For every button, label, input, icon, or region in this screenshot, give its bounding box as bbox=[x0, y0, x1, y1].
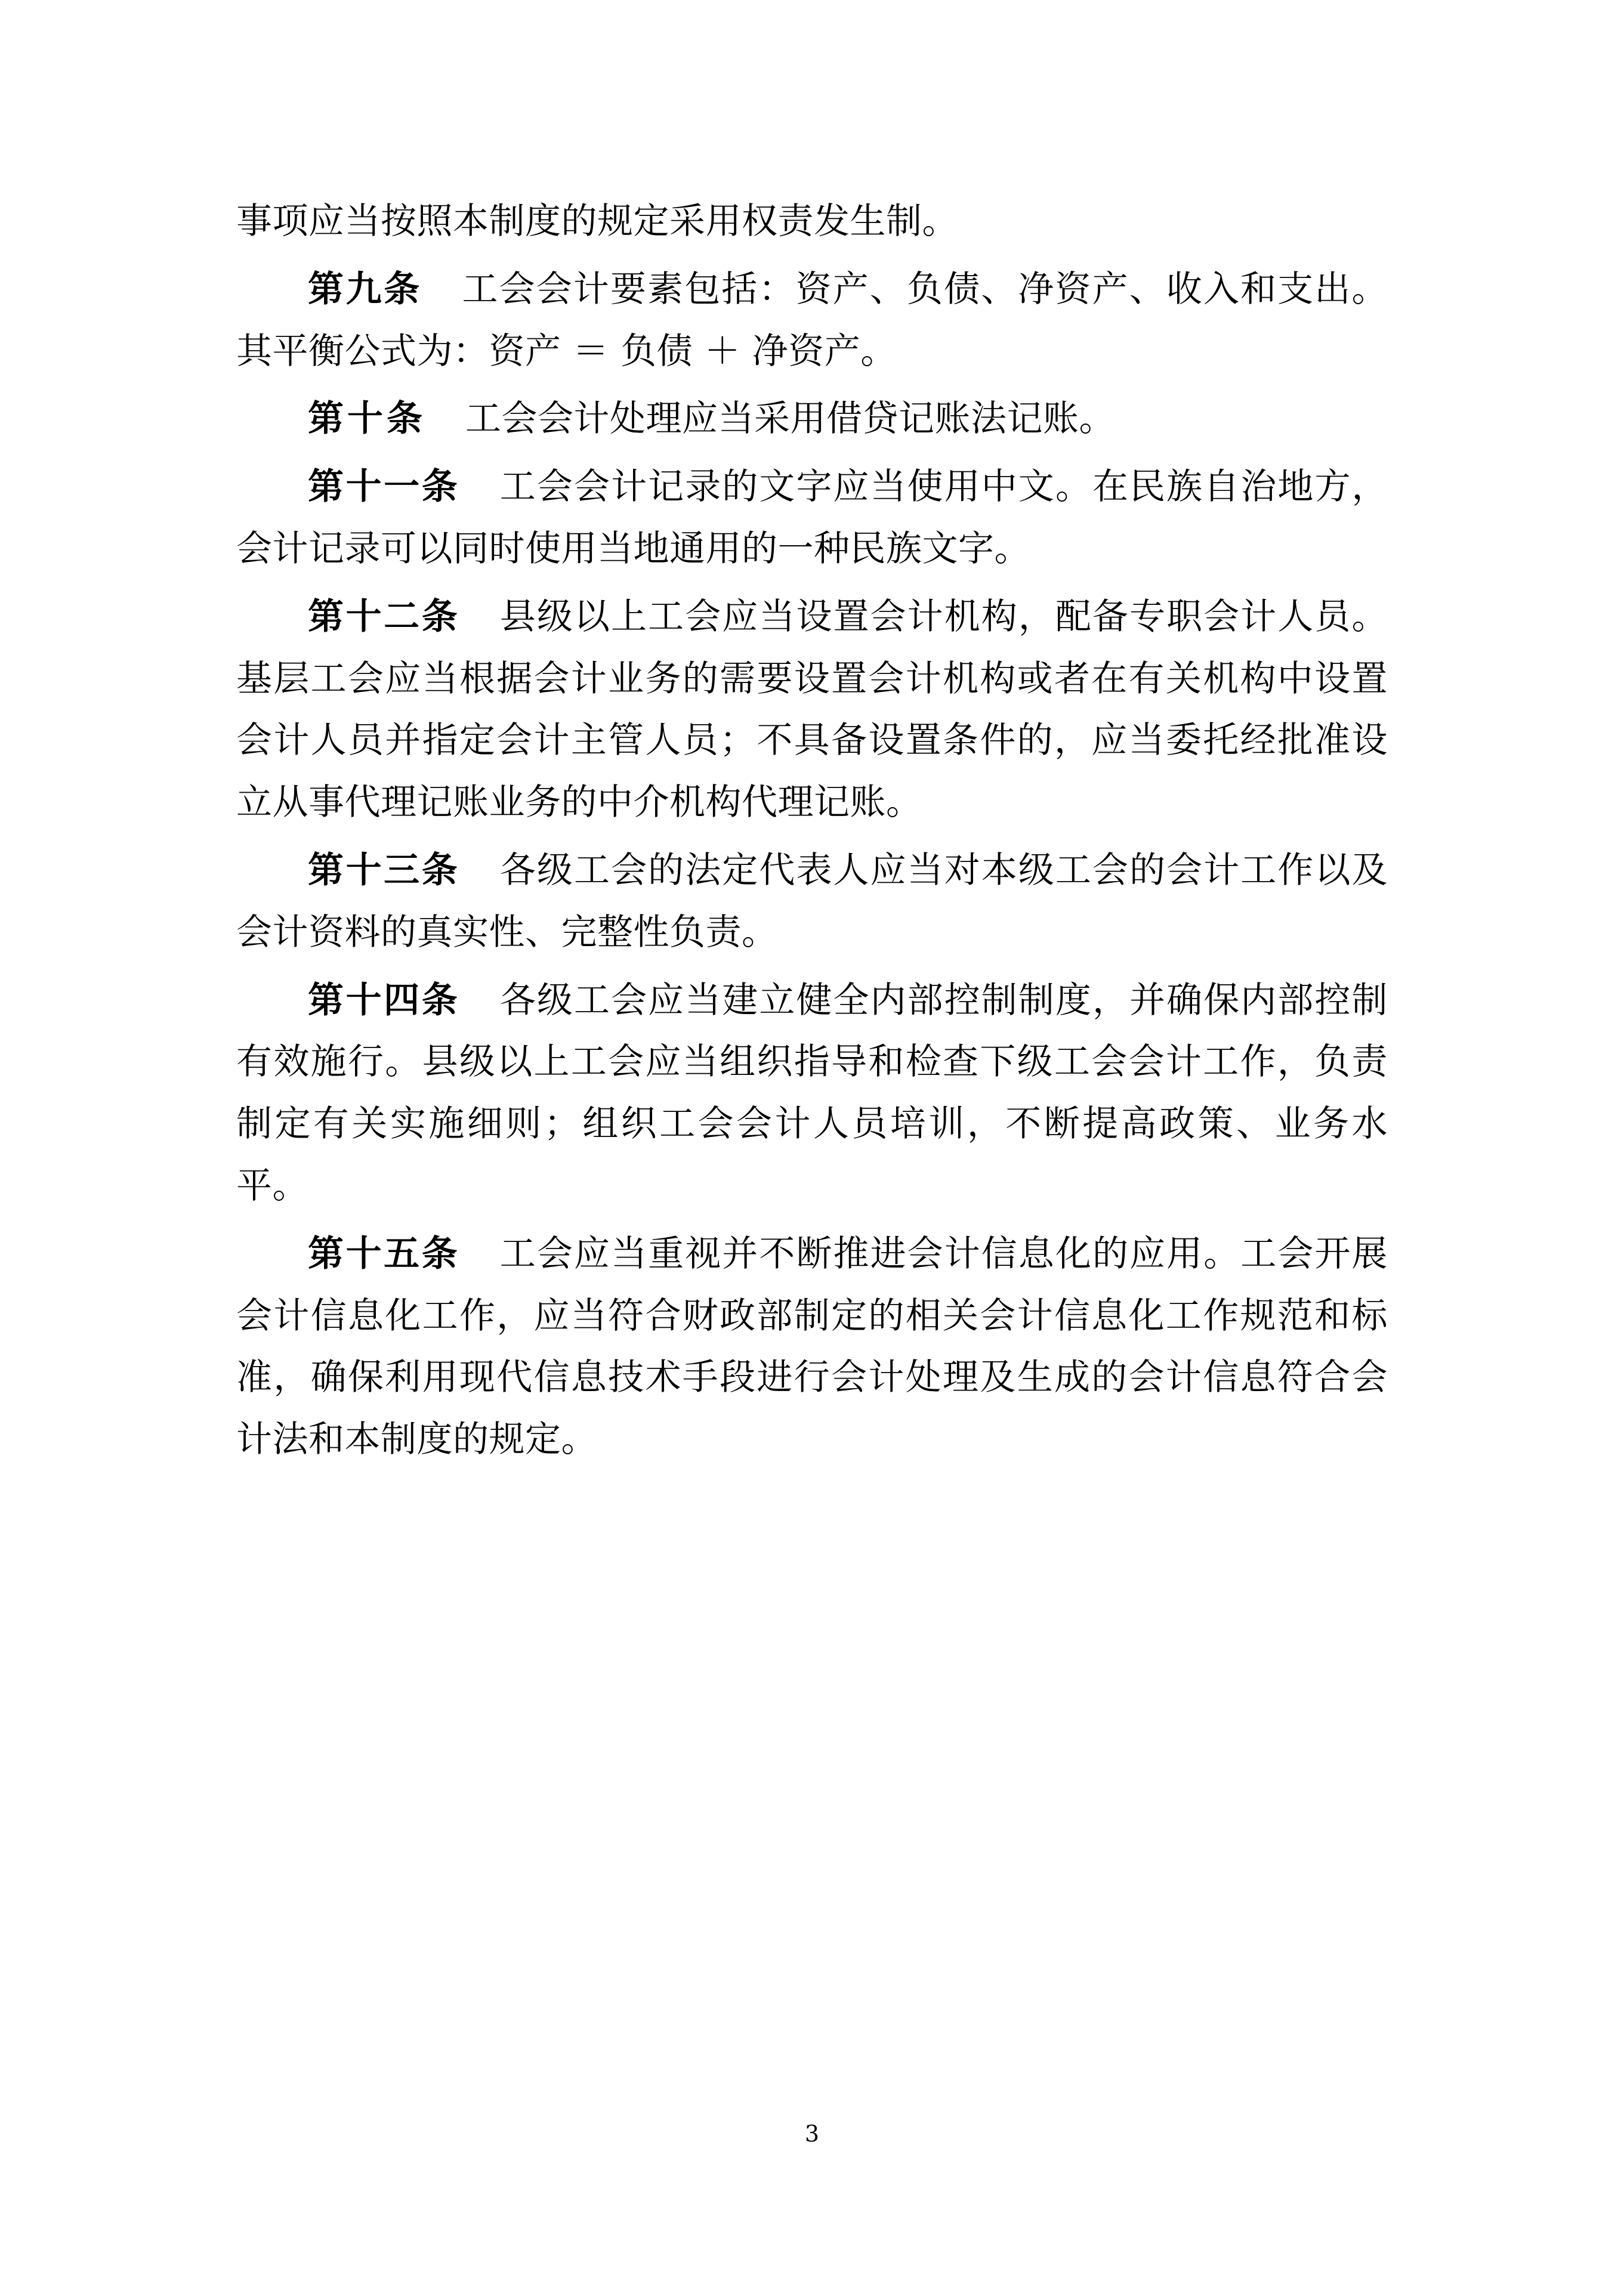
article-text: 各级工会应当建立健全内部控制制度，并确保内部控制有效施行。县级以上工会应当组织指导和检查下级工会会计工作，负责制定有关实施细则；组织工会会计人员培训，不断提高政策、业务水平。 bbox=[236, 979, 1388, 1207]
page-number: 3 bbox=[804, 2121, 820, 2147]
article-label: 第十五条 bbox=[308, 1232, 460, 1275]
article-10 bbox=[236, 388, 1388, 450]
article-13 bbox=[236, 840, 1388, 964]
article-text: 各级工会的法定代表人应当对本级工会的会计工作以及会计资料的真实性、完整性负责。 bbox=[236, 849, 1388, 953]
article-text: 工会会计要素包括：资产、负债、净资产、收入和支出。其平衡公式为：资产 ＝ 负债 ＋ 净资产。 bbox=[236, 268, 1388, 372]
article-label: 第十四条 bbox=[308, 979, 460, 1021]
paragraph-continued bbox=[236, 191, 1388, 253]
article-15 bbox=[236, 1223, 1388, 1471]
article-9 bbox=[236, 259, 1388, 383]
article-label: 第九条 bbox=[308, 268, 422, 310]
article-text: 县级以上工会应当设置会计机构，配备专职会计人员。基层工会应当根据会计业务的需要设置会计机构或者在有关机构中设置会计人员并指定会计主管人员；不具备设置条件的，应当委托经批准设立从事代理记账业务的中介机构代理记账。 bbox=[236, 595, 1388, 824]
paragraph-text: 事项应当按照本制度的规定采用权责发生制。 bbox=[236, 200, 958, 242]
article-12 bbox=[236, 586, 1388, 834]
article-11 bbox=[236, 456, 1388, 580]
article-label: 第十一条 bbox=[308, 466, 460, 508]
article-text: 工会应当重视并不断推进会计信息化的应用。工会开展会计信息化工作，应当符合财政部制定的相关会计信息化工作规范和标准，确保利用现代信息技术手段进行会计处理及生成的会计信息符合会计法和本制度的规定。 bbox=[236, 1232, 1388, 1461]
article-label: 第十二条 bbox=[308, 595, 460, 638]
article-text: 工会会计记录的文字应当使用中文。在民族自治地方，会计记录可以同时使用当地通用的一种民族文字。 bbox=[236, 466, 1388, 570]
article-label: 第十三条 bbox=[308, 849, 460, 891]
article-text: 工会会计处理应当采用借贷记账法记账。 bbox=[465, 398, 1115, 440]
article-14 bbox=[236, 970, 1388, 1217]
document-body bbox=[236, 191, 1388, 1477]
article-label: 第十条 bbox=[308, 398, 426, 440]
